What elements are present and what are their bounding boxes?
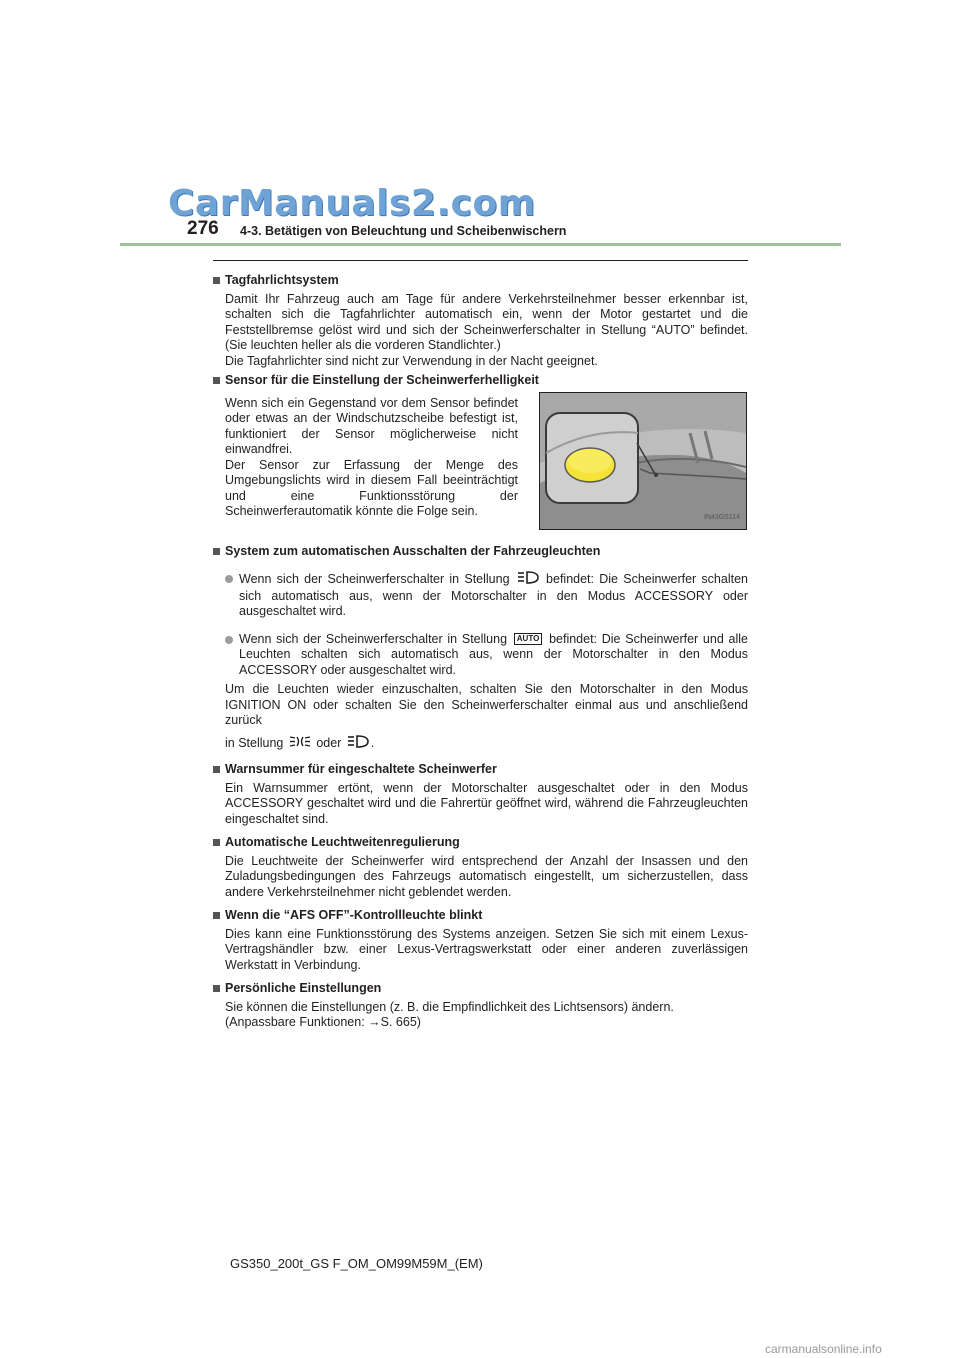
section-afs-off	[213, 908, 748, 973]
square-bullet-icon	[213, 377, 220, 384]
section-title: Automatische Leuchtweitenregulierung	[225, 835, 460, 849]
page-reference: (Anpassbare Funktionen: →S. 665)	[225, 1015, 421, 1029]
dashboard-sensor-image	[540, 393, 746, 529]
page-number: 276	[187, 218, 219, 239]
section-auto-light-off: System zum automatischen Ausschalten der Fahrzeugleuchten Wenn sich der Scheinwerferschalter in Stellung befindet: Die Scheinwerfer schalten sich automatisch aus, wenn der Motorschalter in den Modus ACCESSORY oder ausgeschaltet wird. Wenn sich der Scheinwerferschalter in Stellung AUTO befindet: Die Scheinwerfer und alle Leuchten schalten sich automatisch aus, wenn der Motorschalter in den Modus ACCESSORY oder ausgeschaltet wird. Um die Leuchten wieder einzuschalten, schalten Sie den Motorschalter in den Modus IGNITION ON oder schalten Sie den Scheinwerferschalter einmal aus und anschließend zurück in Stellung oder .	[213, 544, 748, 753]
auto-mode-icon: AUTO	[514, 633, 543, 645]
section-headlight-buzzer	[213, 762, 748, 827]
headlight-icon	[347, 735, 369, 753]
section-body: Wenn sich ein Gegenstand vor dem Sensor befindet oder etwas an der Windschutzscheibe befestigt ist, funktioniert der Sensor möglicherweise nicht einwandfrei.	[225, 395, 518, 456]
section-title: Wenn die “AFS OFF”-Kontrollleuchte blinkt	[225, 908, 483, 922]
headlight-icon	[517, 571, 539, 589]
footer-code: GS350_200t_GS F_OM_OM99M59M_(EM)	[230, 1256, 483, 1271]
section-body: Um die Leuchten wieder einzuschalten, schalten Sie den Motorschalter in den Modus IGNITION ON oder schalten Sie den Scheinwerferschalter einmal aus und anschließend zurück	[225, 682, 748, 727]
section-title: Warnsummer für eingeschaltete Scheinwerfer	[225, 762, 497, 776]
section-body: Dies kann eine Funktionsstörung des Systems anzeigen. Setzen Sie sich mit einem Lexus-Vertragshändler bzw. einer Lexus-Vertragswerkstatt oder einer anderen zuverlässigen Werkstatt in Verbindung.	[225, 926, 748, 972]
chapter-title: 4-3. Betätigen von Beleuchtung und Scheibenwischern	[240, 224, 567, 238]
header-rule	[120, 243, 841, 246]
section-body: Der Sensor zur Erfassung der Menge des Umgebungslichts wird in diesem Fall beeinträchtigt und eine Funktionsstörung der Scheinwerferautomatik könnte die Folge sein.	[225, 457, 518, 518]
list-item: Wenn sich der Scheinwerferschalter in Stellung AUTO befindet: Die Scheinwerfer und alle Leuchten schalten sich automatisch aus, wenn der Motorschalter in den Modus ACCESSORY oder ausgeschaltet wird.	[213, 632, 748, 679]
section-personal-settings	[213, 981, 748, 1031]
square-bullet-icon	[213, 839, 220, 846]
square-bullet-icon	[213, 277, 220, 284]
figure-code: IN43GS114	[703, 514, 740, 521]
content-rule	[213, 260, 748, 261]
section-light-sensor	[213, 373, 748, 530]
section-body: Die Leuchtweite der Scheinwerfer wird entsprechend der Anzahl der Insassen und den Zuladungsbedingungen des Fahrzeugs automatisch eingestellt, um sicherzustellen, dass andere Verkehrsteilnehmer nicht geblendet werden.	[225, 853, 748, 899]
section-body: Ein Warnsummer ertönt, wenn der Motorschalter ausgeschaltet oder in den Modus ACCESSORY geschaltet wird und die Fahrertür geöffnet wird, während die Fahrzeugleuchten eingeschaltet sind.	[225, 780, 748, 826]
square-bullet-icon	[213, 912, 220, 919]
content-area	[213, 269, 748, 1031]
round-bullet-icon	[225, 575, 233, 583]
section-leveling	[213, 835, 748, 900]
watermark-logo: CarManuals2.com	[168, 183, 536, 224]
section-title: Sensor für die Einstellung der Scheinwerferhelligkeit	[225, 373, 539, 387]
watermark-bottom: carmanualsonline.info	[765, 1342, 882, 1356]
round-bullet-icon	[225, 636, 233, 644]
square-bullet-icon	[213, 985, 220, 992]
parking-light-icon	[289, 735, 311, 753]
section-title: System zum automatischen Ausschalten der Fahrzeugleuchten	[225, 543, 601, 558]
sensor-illustration	[539, 392, 747, 530]
section-title: Tagfahrlichtsystem	[225, 273, 339, 287]
section-body: Die Tagfahrlichter sind nicht zur Verwendung in der Nacht geeignet.	[225, 353, 598, 368]
section-body: Sie können die Einstellungen (z. B. die Empfindlichkeit des Lichtsensors) ändern.	[225, 999, 674, 1014]
section-body: Damit Ihr Fahrzeug auch am Tage für andere Verkehrsteilnehmer besser erkennbar ist, schalten sich die Tagfahrlichter automatisch ein, wenn der Motor gestartet und die Feststellbremse gelöst wird und sich der Scheinwerferschalter in Stellung “AUTO” befindet. (Sie leuchten heller als die vorderen Standlichter.)	[225, 291, 748, 352]
section-title: Persönliche Einstellungen	[225, 981, 382, 995]
square-bullet-icon	[213, 548, 220, 555]
square-bullet-icon	[213, 766, 220, 773]
list-item: Wenn sich der Scheinwerferschalter in Stellung befindet: Die Scheinwerfer schalten sich automatisch aus, wenn der Motorschalter in den Modus ACCESSORY oder ausgeschaltet wird.	[213, 571, 748, 620]
section-daytime-running-lights	[213, 273, 748, 369]
